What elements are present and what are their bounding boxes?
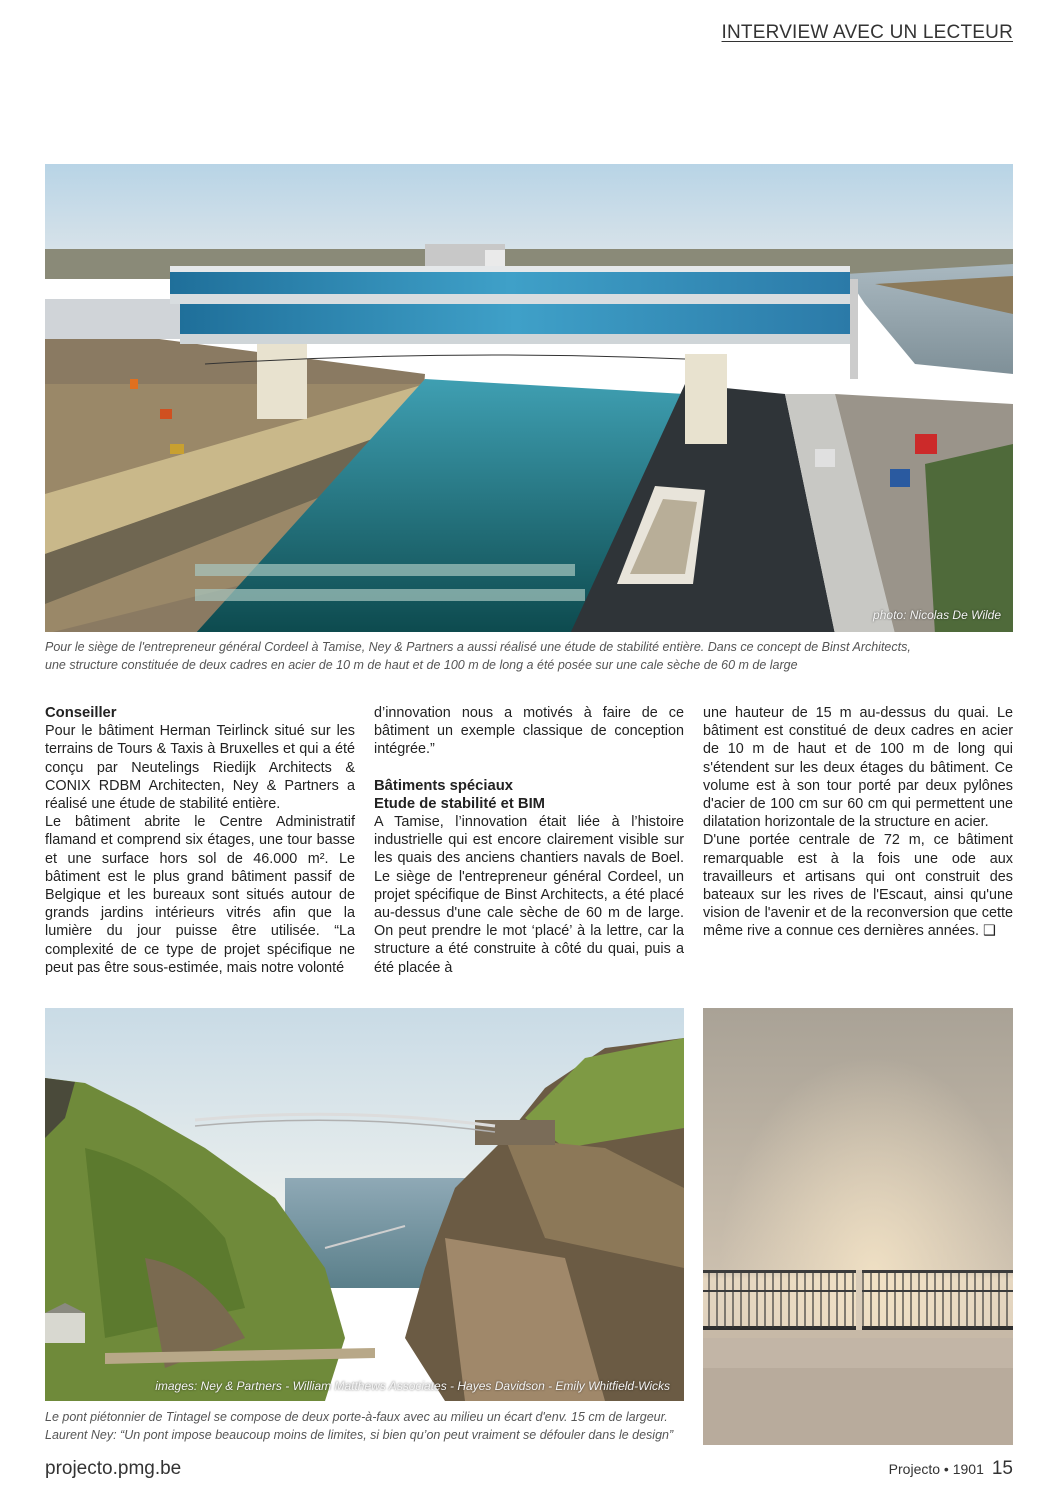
photo-credit: images: Ney & Partners - William Matthews Associates - Hayes Davidson - Emily Whitfield-Wicks	[155, 1379, 670, 1393]
caption-line: Laurent Ney: “Un pont impose beaucoup moins de limites, si bien qu’on peut vraiment se défouler dans le design”	[45, 1428, 674, 1442]
article-column-3	[703, 704, 1013, 941]
bottom-photo-caption	[45, 1408, 673, 1444]
paragraph: Le bâtiment abrite le Centre Administratif flamand et comprend six étages, une tour basse et une surface hors sol de 46.000 m². Le bâtiment est le plus grand bâtiment passif de Belgique et les bureaux sont situés autour de grands jardins intérieurs vitrés afin que la lumière du jour puisse être utilisée. “La complexité de ce type de projet spécifique ne peut pas être sous-estimée, mais notre volonté	[45, 814, 355, 976]
paragraph	[703, 831, 1013, 940]
article-column-2	[374, 704, 684, 977]
section-subheading: Etude de stabilité et BIM	[374, 795, 546, 812]
caption-line: Le pont piétonnier de Tintagel se compose de deux porte-à-faux avec au milieu un écart d'env. 15 cm de largeur.	[45, 1410, 668, 1424]
footer-website-link[interactable]: projecto.pmg.be	[45, 1458, 182, 1479]
caption-line: une structure constituée de deux cadres en acier de 10 m de haut et de 100 m de long a été posée sur une cale sèche de 60 m de large	[45, 658, 798, 672]
tintagel-bridge-photo	[45, 1008, 684, 1401]
article-column-1	[45, 704, 355, 977]
paragraph: Pour le bâtiment Herman Teirlinck situé sur les terrains de Tours & Taxis à Bruxelles et qui a été conçu par Neutelings Riedijk Architects & CONIX RDBM Architecten, Ney & Partners a réalisé une étude de stabilité entière.	[45, 723, 355, 813]
caption-line: Pour le siège de l'entrepreneur général Cordeel à Tamise, Ney & Partners a aussi réalisé une étude de stabilité entière. Dans ce concept de Binst Architects,	[45, 640, 911, 654]
bridge-sunset-illustration	[703, 1008, 1013, 1445]
cordeel-building-illustration	[45, 164, 1013, 632]
section-heading: Conseiller	[45, 705, 117, 721]
top-photo-caption	[45, 638, 911, 674]
tintagel-bridge-illustration	[45, 1008, 684, 1401]
paragraph: d’innovation nous a motivés à faire de ce bâtiment un exemple classique de conception intégrée.”	[374, 705, 684, 758]
magazine-issue: Projecto • 1901	[888, 1461, 984, 1477]
paragraph: une hauteur de 15 m au-dessus du quai. Le bâtiment est constitué de deux cadres en acier de 10 m de haut et de 100 m de long qui s'étendent sur les deux étages du bâtiment. Ce volume est à son tour porté par deux pylônes d'acier de 100 cm sur 60 cm qui permettent une dilatation horizontale de la structure en acier.	[703, 705, 1013, 831]
page-number: 15	[991, 1458, 1013, 1479]
photo-credit: photo: Nicolas De Wilde	[873, 608, 1001, 622]
paragraph: A Tamise, l’innovation était liée à l’histoire industrielle qui est encore clairement visible sur les quais des anciens chantiers navals de Boel. Le siège de l'entrepreneur général Cordeel, un projet spécifique de Binst Architects, a été placé au-dessus d'une cale sèche de 60 m de large. On peut prendre le mot ‘placé’ à la lettre, car la structure a été construite à côté du quai, puis a été placée à	[374, 814, 684, 976]
footer-issue	[889, 1458, 1013, 1480]
section-title: INTERVIEW AVEC UN LECTEUR	[721, 22, 1013, 43]
section-heading: Bâtiments spéciaux	[374, 777, 513, 794]
spacer	[374, 759, 684, 777]
paragraph-text: D'une portée centrale de 72 m, ce bâtiment remarquable est à la fois une ode aux travailleurs et artisans qui ont construit des bateaux sur les rives de l'Escaut, ainsi qu'une vision de l'avenir et de la reconversion que cette même rive a connue ces dernières années.	[703, 832, 1013, 940]
bridge-sunset-photo	[703, 1008, 1013, 1445]
cordeel-building-photo	[45, 164, 1013, 632]
end-mark-icon: ❑	[982, 923, 996, 940]
